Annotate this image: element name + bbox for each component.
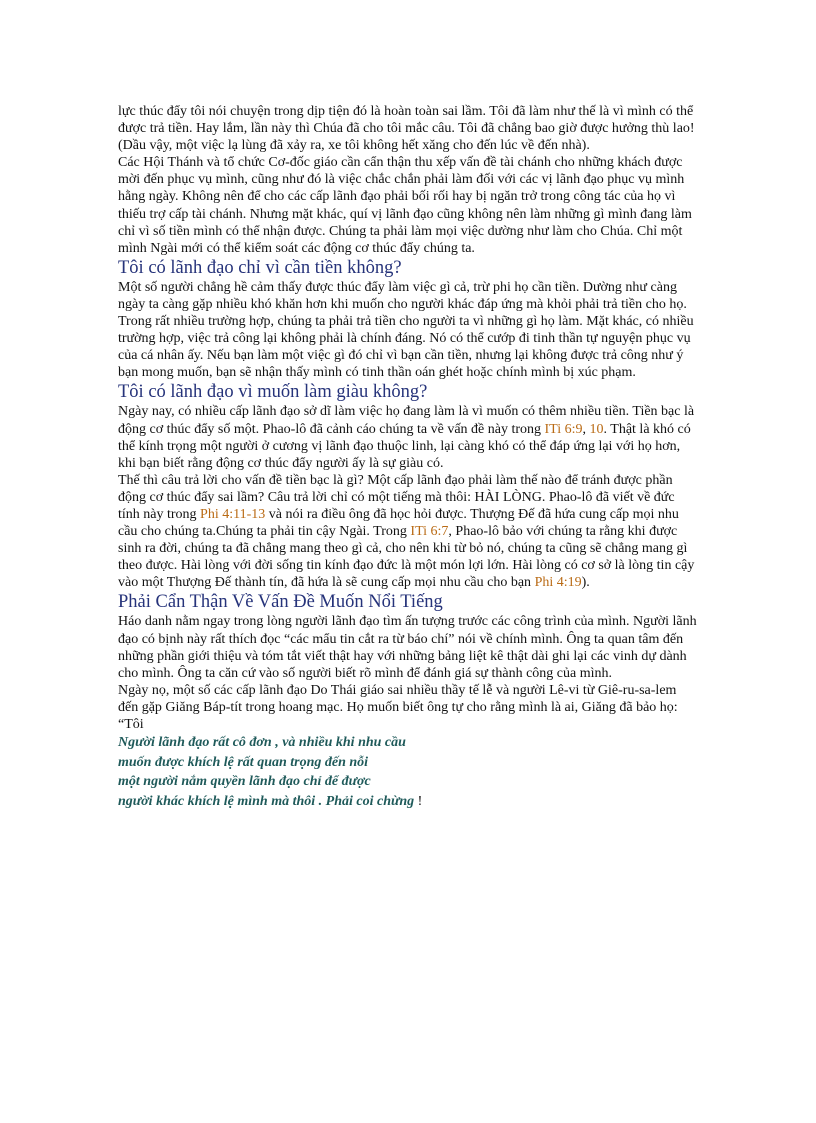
quote-line-1: Người lãnh đạo rất cô đơn , và nhiều khi nhu cầu <box>118 735 406 751</box>
paragraph-church-finance: Các Hội Thánh và tổ chức Cơ-đốc giáo cần cẩn thận thu xếp vấn đề tài chánh cho những khách được mời đến phục vụ mình, cũng như đó là việc chắc chắn phải làm đối với các vị lãnh đạo phục vụ mình hằng ngày. Không nên để cho các cấp lãnh đạo phải bối rối hay bị ngăn trở trong công tác của họ vì thiếu trợ cấp tài chánh. Nhưng mặt khác, quí vị lãnh đạo cũng không nên làm những gì mình đang làm chỉ vì số tiền mình có thể nhận được. Chúng ta phải làm mọi việc dường như làm cho Chúa. Chỉ một mình Ngài mới có thể kiểm soát các động cơ thúc đẩy chúng ta. <box>118 155 692 256</box>
quote-line-4: người khác khích lệ mình mà thôi . Phải coi chừng ! <box>118 793 423 809</box>
quote-line-2: muốn được khích lệ rất quan trọng đến nỗi <box>118 754 369 770</box>
scripture-link-1ti-6-9[interactable]: ITi 6:9 <box>544 421 583 437</box>
paragraph-john-baptist: Ngày nọ, một số các cấp lãnh đạo Do Thái giáo sai nhiều thầy tế lễ và người Lê-vi từ Giê-ru-sa-lem đến gặp Giăng Báp-tít trong hoang mạc. Họ muốn biết ông tự cho rằng mình là ai, Giăng đã bảo họ: “Tôi <box>118 682 678 732</box>
heading-need-money: Tôi có lãnh đạo chỉ vì cần tiền không? <box>118 257 402 278</box>
paragraph-get-rich: Ngày nay, có nhiều cấp lãnh đạo sở dĩ làm việc họ đang làm là vì muốn có thêm nhiều tiền. Tiền bạc là động cơ thúc đẩy số một. Phao-lô đã cảnh cáo chúng ta về vấn đề này trong ITi 6:9, 10. Thật là khó có thể kính trọng một người ở cương vị lãnh đạo thuộc linh, lại càng khó có thể đáp ứng lại với họ hơn, khi bạn biết rằng động cơ thúc đẩy người ấy là sự giàu có. <box>118 404 695 471</box>
scripture-link-10[interactable]: 10 <box>589 421 604 437</box>
scripture-link-phi-4-11-13[interactable]: Phi 4:11-13 <box>200 506 266 522</box>
paragraph-fame: Háo danh nằm ngay trong lòng người lãnh đạo tìm ấn tượng trước các công trình của mình. Người lãnh đạo có bịnh này rất thích đọc “các mẩu tin cắt ra từ báo chí” nói về chính mình. Ông ta quan tâm đến những phần giới thiệu và tóm tắt viết thật hay với những bảng liệt kê thật dài ghi lại các vinh dự dành cho mình. Ông ta căn cứ vào số người biết rõ mình để đánh giá sự thành công của mình. <box>118 614 697 681</box>
scripture-link-phi-4-19[interactable]: Phi 4:19 <box>534 575 582 591</box>
scripture-link-1ti-6-7[interactable]: ITi 6:7 <box>410 524 449 540</box>
paragraph-need-money: Một số người chẳng hề cảm thấy được thúc đẩy làm việc gì cả, trừ phi họ cần tiền. Dường như càng ngày ta càng gặp nhiều khó khăn hơn khi muốn cho người khác đáp ứng mà khỏi phải trả tiền cho họ. Trong rất nhiều trường hợp, chúng ta phải trả tiền cho người ta vì những gì họ làm. Mặt khác, có nhiều trường hợp, việc trả công lại không phải là chính đáng. Nó có thể cướp đi tinh thần tự nguyện phục vụ của cá nhân ấy. Nếu bạn làm một việc gì đó chỉ vì bạn cần tiền, nhưng lại không được trả công như ý bạn mong muốn, bạn sẽ nhận thấy mình có tinh thần oán ghét hoặc chính mình bị xúc phạm. <box>118 279 694 381</box>
paragraph-payment-story: lực thúc đẩy tôi nói chuyện trong dịp tiện đó là hoàn toàn sai lầm. Tôi đã làm như thế là vì mình có thể được trả tiền. Hay lắm, lần này thì Chúa đã cho tôi mắc câu. Tôi đã chẳng bao giờ được hưởng thù lao! (Dầu vậy, một việc lạ lùng đã xảy ra, xe tôi không hết xăng cho đến lúc về đến nhà). <box>118 104 695 154</box>
document-page <box>118 103 698 811</box>
heading-fame: Phải Cẩn Thận Về Vấn Đề Muốn Nổi Tiếng <box>118 592 443 613</box>
quote-line-3: một người nắm quyền lãnh đạo chỉ để được <box>118 774 371 790</box>
heading-get-rich: Tôi có lãnh đạo vì muốn làm giàu không? <box>118 382 428 403</box>
paragraph-contentment: Thế thì câu trả lời cho vấn đề tiền bạc là gì? Một cấp lãnh đạo phải làm thế nào để tránh được phần động cơ thúc đẩy sai lầm? Câu trả lời chỉ có một tiếng mà thôi: HÀI LÒNG. Phao-lô đã viết về đức tính này trong Phi 4:11-13 và nói ra điều ông đã học hỏi được. Thượng Đế đã hứa cung cấp mọi nhu cầu cho chúng ta.Chúng ta phải tin cậy Ngài. Trong ITi 6:7, Phao-lô bảo với chúng ta rằng khi được sinh ra đời, chúng ta đã chẳng mang theo gì cả, cho nên khi từ bỏ nó, chúng ta cũng sẽ chẳng mang gì theo được. Hài lòng với đời sống tin kính đạo đức là một món lợi lớn. Hài lòng có cơ sở là lòng tin cậy vào một Thượng Đế thành tín, đã hứa là sẽ cung cấp mọi nhu cầu cho bạn Phi 4:19). <box>118 472 695 591</box>
